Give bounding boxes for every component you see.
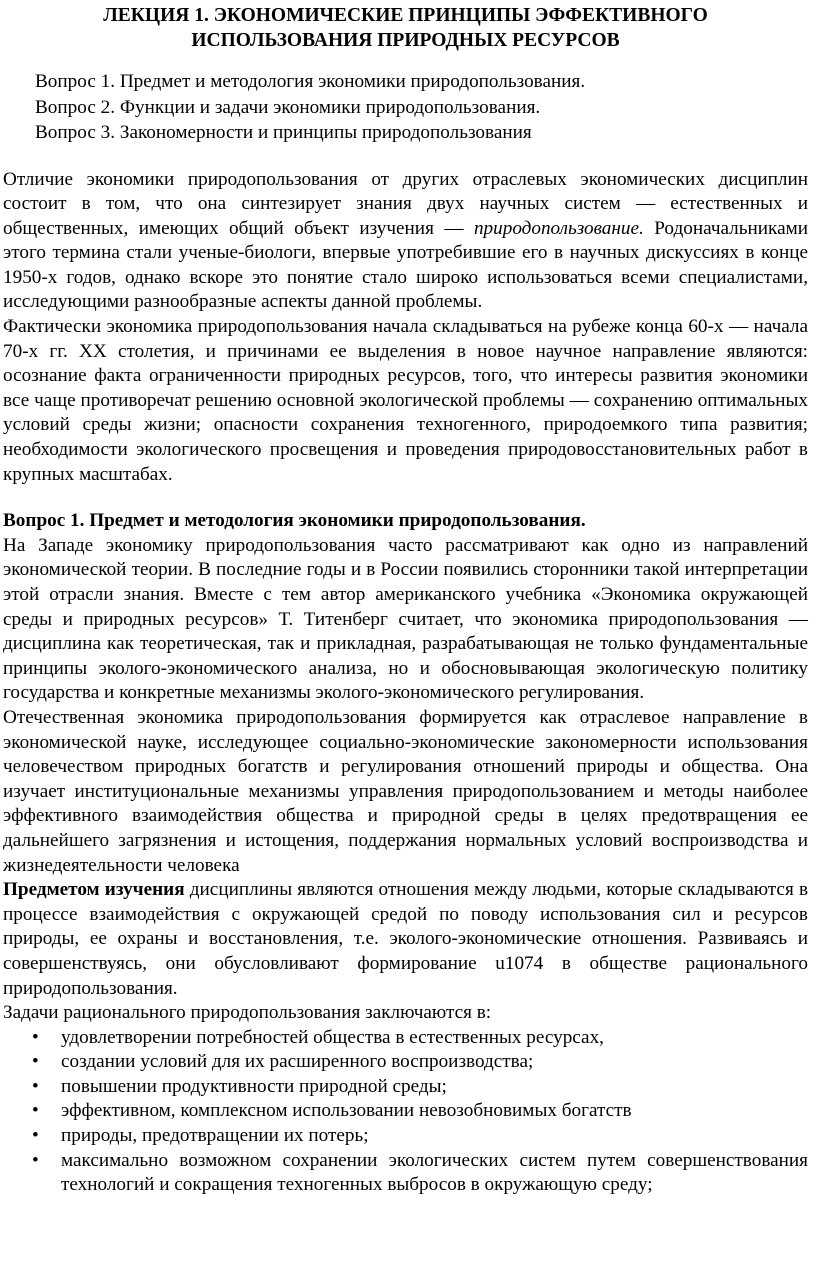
intro-p1-emphasis: природопользование. <box>473 217 644 239</box>
question-item: Вопрос 2. Функции и задачи экономики природопользования. <box>35 96 541 118</box>
intro-p1-text-b: Родоначальниками этого термина стали ученые-биологи, впервые употребившие его в научных дискуссиях в конце 1950-х годов, однако вскоре это понятие стало широко использоваться всеми специалистами, исследующими разнообразные аспекты данной проблемы. <box>3 217 808 313</box>
question-item: Вопрос 1. Предмет и методология экономики природопользования. <box>35 71 586 92</box>
questions-list <box>35 69 808 146</box>
intro-paragraph-1 <box>3 168 808 316</box>
list-item: • эффективном, комплексном использовании невозобновимых богатств <box>3 1099 808 1124</box>
section-1-paragraph-4: Задачи рационального природопользования заключаются в: <box>3 1002 492 1024</box>
tasks-list <box>3 1026 808 1198</box>
section-1-paragraph-2: Отечественная экономика природопользования формируется как отраслевое направление в экономической науке, исследующее социально-экономические закономерности использования человечеством природных богатств и регулирования отношений природы и общества. Она изучает институциональные механизмы управления природопользованием и методы наиболее эффективного взаимодействия общества и природной среды в целях предотвращения ее дальнейшего загрязнения и истощения, поддержания нормальных условий воспроизводства и жизнедеятельности человека <box>3 706 808 876</box>
section-1-paragraph-3-text: дисциплины являются отношения между людьми, которые складываются в процессе взаимодействия с окружающей средой по поводу использования сил и ресурсов природы, ее охраны и восстановления, т.е. эколого-экономические отношения. Развиваясь и совершенствуясь, они обусловливают формирование u1074 в обществе рационального природопользования. <box>3 879 809 999</box>
list-item: • удовлетворении потребностей общества в естественных ресурсах, <box>3 1026 808 1051</box>
section-1-paragraph-3 <box>3 878 808 1001</box>
list-item: • максимально возможном сохранении экологических систем путем совершенствования технологий и сокращения техногенных выбросов в окружающую среду; <box>3 1149 808 1198</box>
section-1-heading: Вопрос 1. Предмет и методология экономики природопользования. <box>3 510 586 532</box>
question-item: Вопрос 3. Закономерности и принципы природопользования <box>35 122 532 143</box>
intro-paragraph-2: Фактически экономика природопользования начала складываться на рубеже конца 60-х — начала 70-х гг. XX столетия, и причинами ее выделения в новое научное направление являются: осознание факта ограниченности природных ресурсов, того, что интересы развития экономики все чаще противоречат решению основной экологической проблемы — сохранению оптимальных условий среды жизни; опасности сохранения техногенного, природоемкого типа развития; необходимости экологического просвещения и проведения природовосстановительных работ в крупных масштабах. <box>3 316 808 485</box>
list-item: • создании условий для их расширенного воспроизводства; <box>3 1050 808 1075</box>
subject-term: Предметом изучения <box>3 879 185 901</box>
list-item: • природы, предотвращении их потерь; <box>3 1124 808 1149</box>
list-item: • повышении продуктивности природной среды; <box>3 1075 808 1100</box>
intro-p1-text-a: Отличие экономики природопользования от других отраслевых экономических дисциплин состоит в том, что она синтезирует знания двух научных систем — естественных и общественных, имеющих общий объект изучения — <box>3 168 808 239</box>
title-line-2: ИСПОЛЬЗОВАНИЯ ПРИРОДНЫХ РЕСУРСОВ <box>191 29 620 51</box>
section-1-paragraph-1: На Западе экономику природопользования часто рассматривают как одно из направлений экономической теории. В последние годы и в России появились сторонники такой интерпретации этой отрасли знания. Вместе с тем автор американского учебника «Экономика окружающей среды и природных ресурсов» Т. Титенберг считает, что экономика природопользования — дисциплина как теоретическая, так и прикладная, разрабатывающая не только фундаментальные принципы эколого-экономического анализа, но и обосновывающая экологическую политику государства и конкретные механизмы эколого-экономического регулирования. <box>3 534 808 704</box>
lecture-title <box>3 0 808 53</box>
title-line-1: ЛЕКЦИЯ 1. ЭКОНОМИЧЕСКИЕ ПРИНЦИПЫ ЭФФЕКТИВНОГО <box>103 5 708 26</box>
